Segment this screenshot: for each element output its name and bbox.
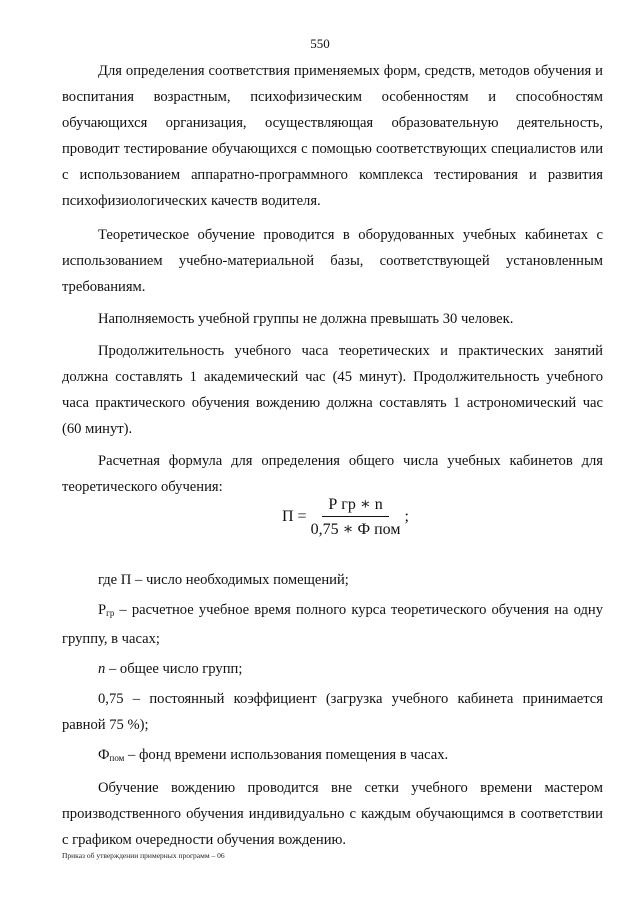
symbol-p: Р xyxy=(98,602,107,618)
paragraph-group-size: Наполняемость учебной группы не должна превышать 30 человек. xyxy=(98,311,514,327)
formula-denominator: 0,75 ∗ Ф пом xyxy=(310,521,401,538)
definition-f-pom-text: – фонд времени использования помещения в часах. xyxy=(124,747,449,763)
paragraph-theory: Теоретическое обучение проводится в оборудованных учебных кабинетах с использованием учебно-материальной базы, соответствующей установленным требованиям. xyxy=(62,227,603,295)
formula-semicolon: ; xyxy=(404,507,409,525)
paragraph-driving: Обучение вождению проводится вне сетки учебного времени мастером производственного обучения индивидуально с каждым обучающимся в соответствии с графиком очередности обучения вождению. xyxy=(62,780,603,848)
formula-lhs: П = xyxy=(282,507,307,525)
definition-p-gr-text: – расчетное учебное время полного курса теоретического обучения на одну группу, в часах; xyxy=(62,602,603,647)
page-number: 550 xyxy=(310,36,330,51)
main-text xyxy=(62,58,603,500)
formula-fraction xyxy=(311,494,401,539)
definition-p: где П – число необходимых помещений; xyxy=(98,572,349,588)
formula-numerator: Р гр ∗ n xyxy=(322,494,388,517)
formula xyxy=(282,494,409,539)
definition-f-pom xyxy=(62,742,603,771)
definition-n xyxy=(62,656,603,682)
symbol-f: Ф xyxy=(98,747,110,763)
subscript-pom: пом xyxy=(109,753,125,763)
symbol-n: n xyxy=(98,661,106,677)
subscript-gr: гр xyxy=(106,608,115,618)
paragraph-testing: Для определения соответствия применяемых форм, средств, методов обучения и воспитания возрастным, психофизическим особенностям и способностям обучающихся организация, осуществляющая образовательную деятельность, проводит тестирование обучающихся с помощью соответствующих специалистов или с использованием аппаратно-программного комплекса тестирования и развития психофизиологических качеств водителя. xyxy=(62,63,603,209)
definition-coefficient: 0,75 – постоянный коэффициент (загрузка учебного кабинета принимается равной 75 %); xyxy=(62,691,603,733)
definitions xyxy=(62,567,603,857)
paragraph-duration: Продолжительность учебного часа теоретических и практических занятий должна составлять 1 академический час (45 минут). Продолжительность учебного часа практического обучения вождению должна составлять 1 астрономический час (60 минут). xyxy=(62,343,603,437)
paragraph-formula-intro: Расчетная формула для определения общего числа учебных кабинетов для теоретического обучения: xyxy=(62,453,603,495)
definition-n-text: – общее число групп; xyxy=(105,661,243,677)
footer-note: Приказ об утверждении примерных программ – 06 xyxy=(62,851,225,860)
definition-p-gr xyxy=(62,597,603,652)
